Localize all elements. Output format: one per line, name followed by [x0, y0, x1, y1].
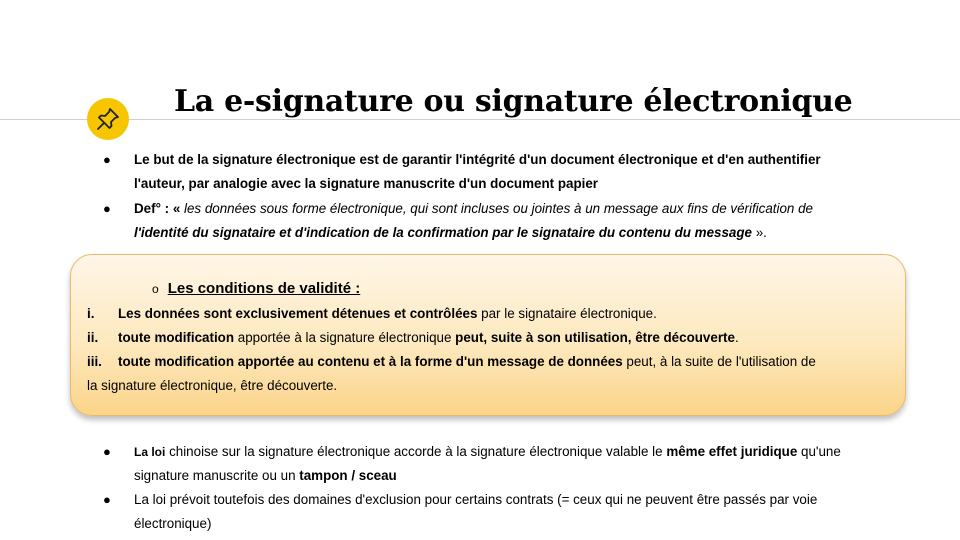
exclusions-line-1: La loi prévoit toutefois des domaines d'exclusion pour certains contrats (= ceux qui ne peuvent être passés par voie — [134, 492, 818, 507]
condition-bold-2: peut, suite à son utilisation, être découverte — [455, 330, 735, 345]
condition-rest-2: la signature électronique, être découverte. — [87, 378, 338, 393]
bullet-marker: ● — [103, 444, 111, 459]
condition-number: iii. — [87, 354, 102, 369]
law-label: La loi — [134, 445, 166, 459]
conditions-heading — [152, 280, 360, 297]
purpose-line-1: Le but de la signature électronique est de garantir l'intégrité d'un document électronique et d'en authentifier — [134, 152, 821, 167]
law-bold-2: tampon / sceau — [299, 468, 397, 483]
condition-rest-1: peut, à la suite de l'utilisation de — [622, 354, 816, 369]
condition-number: ii. — [87, 330, 99, 345]
bullet-purpose — [134, 148, 916, 196]
purpose-line-2: l'auteur, par analogie avec la signature manuscrite d'un document papier — [134, 176, 599, 191]
pushpin-icon — [94, 105, 122, 133]
condition-item-1 — [87, 302, 887, 326]
pushpin-badge — [87, 98, 129, 140]
definition-text-2: l'identité du signataire et d'indication de la confirmation par le signataire du contenu du message — [134, 225, 752, 240]
condition-rest: par le signataire électronique. — [477, 306, 657, 321]
bullet-marker: ● — [103, 152, 111, 167]
condition-bold: toute modification apportée au contenu et à la forme d'un message de données — [118, 354, 623, 369]
condition-end: . — [734, 330, 739, 345]
page-title: La e-signature ou signature électronique — [174, 84, 853, 119]
condition-mid: apportée à la signature électronique — [234, 330, 456, 345]
condition-bold: toute modification — [118, 330, 235, 345]
definition-label: Def° : « — [134, 201, 181, 216]
definition-text-1: les données sous forme électronique, qui sont incluses ou jointes à un message aux fins de vérification de — [180, 201, 813, 216]
law-bold-1: même effet juridique — [666, 444, 798, 459]
law-text-1: chinoise sur la signature électronique accorde à la signature électronique valable le — [165, 444, 667, 459]
bullet-chinese-law — [134, 440, 916, 488]
condition-bold: Les données sont exclusivement détenues et contrôlées — [118, 306, 478, 321]
sub-bullet-marker: o — [152, 282, 159, 296]
bullet-marker: ● — [103, 492, 111, 507]
definition-end: ». — [751, 225, 767, 240]
condition-item-2 — [87, 326, 887, 350]
exclusions-line-2: électronique) — [134, 516, 212, 531]
bullet-marker: ● — [103, 201, 111, 216]
bullet-exclusions — [134, 488, 916, 536]
condition-item-3 — [87, 350, 887, 398]
conditions-heading-text: Les conditions de validité : — [167, 280, 361, 297]
title-divider — [0, 119, 960, 120]
law-line-2: signature manuscrite ou un — [134, 468, 300, 483]
condition-number: i. — [87, 306, 95, 321]
law-text-2: qu'une — [797, 444, 841, 459]
bullet-definition — [134, 197, 916, 245]
